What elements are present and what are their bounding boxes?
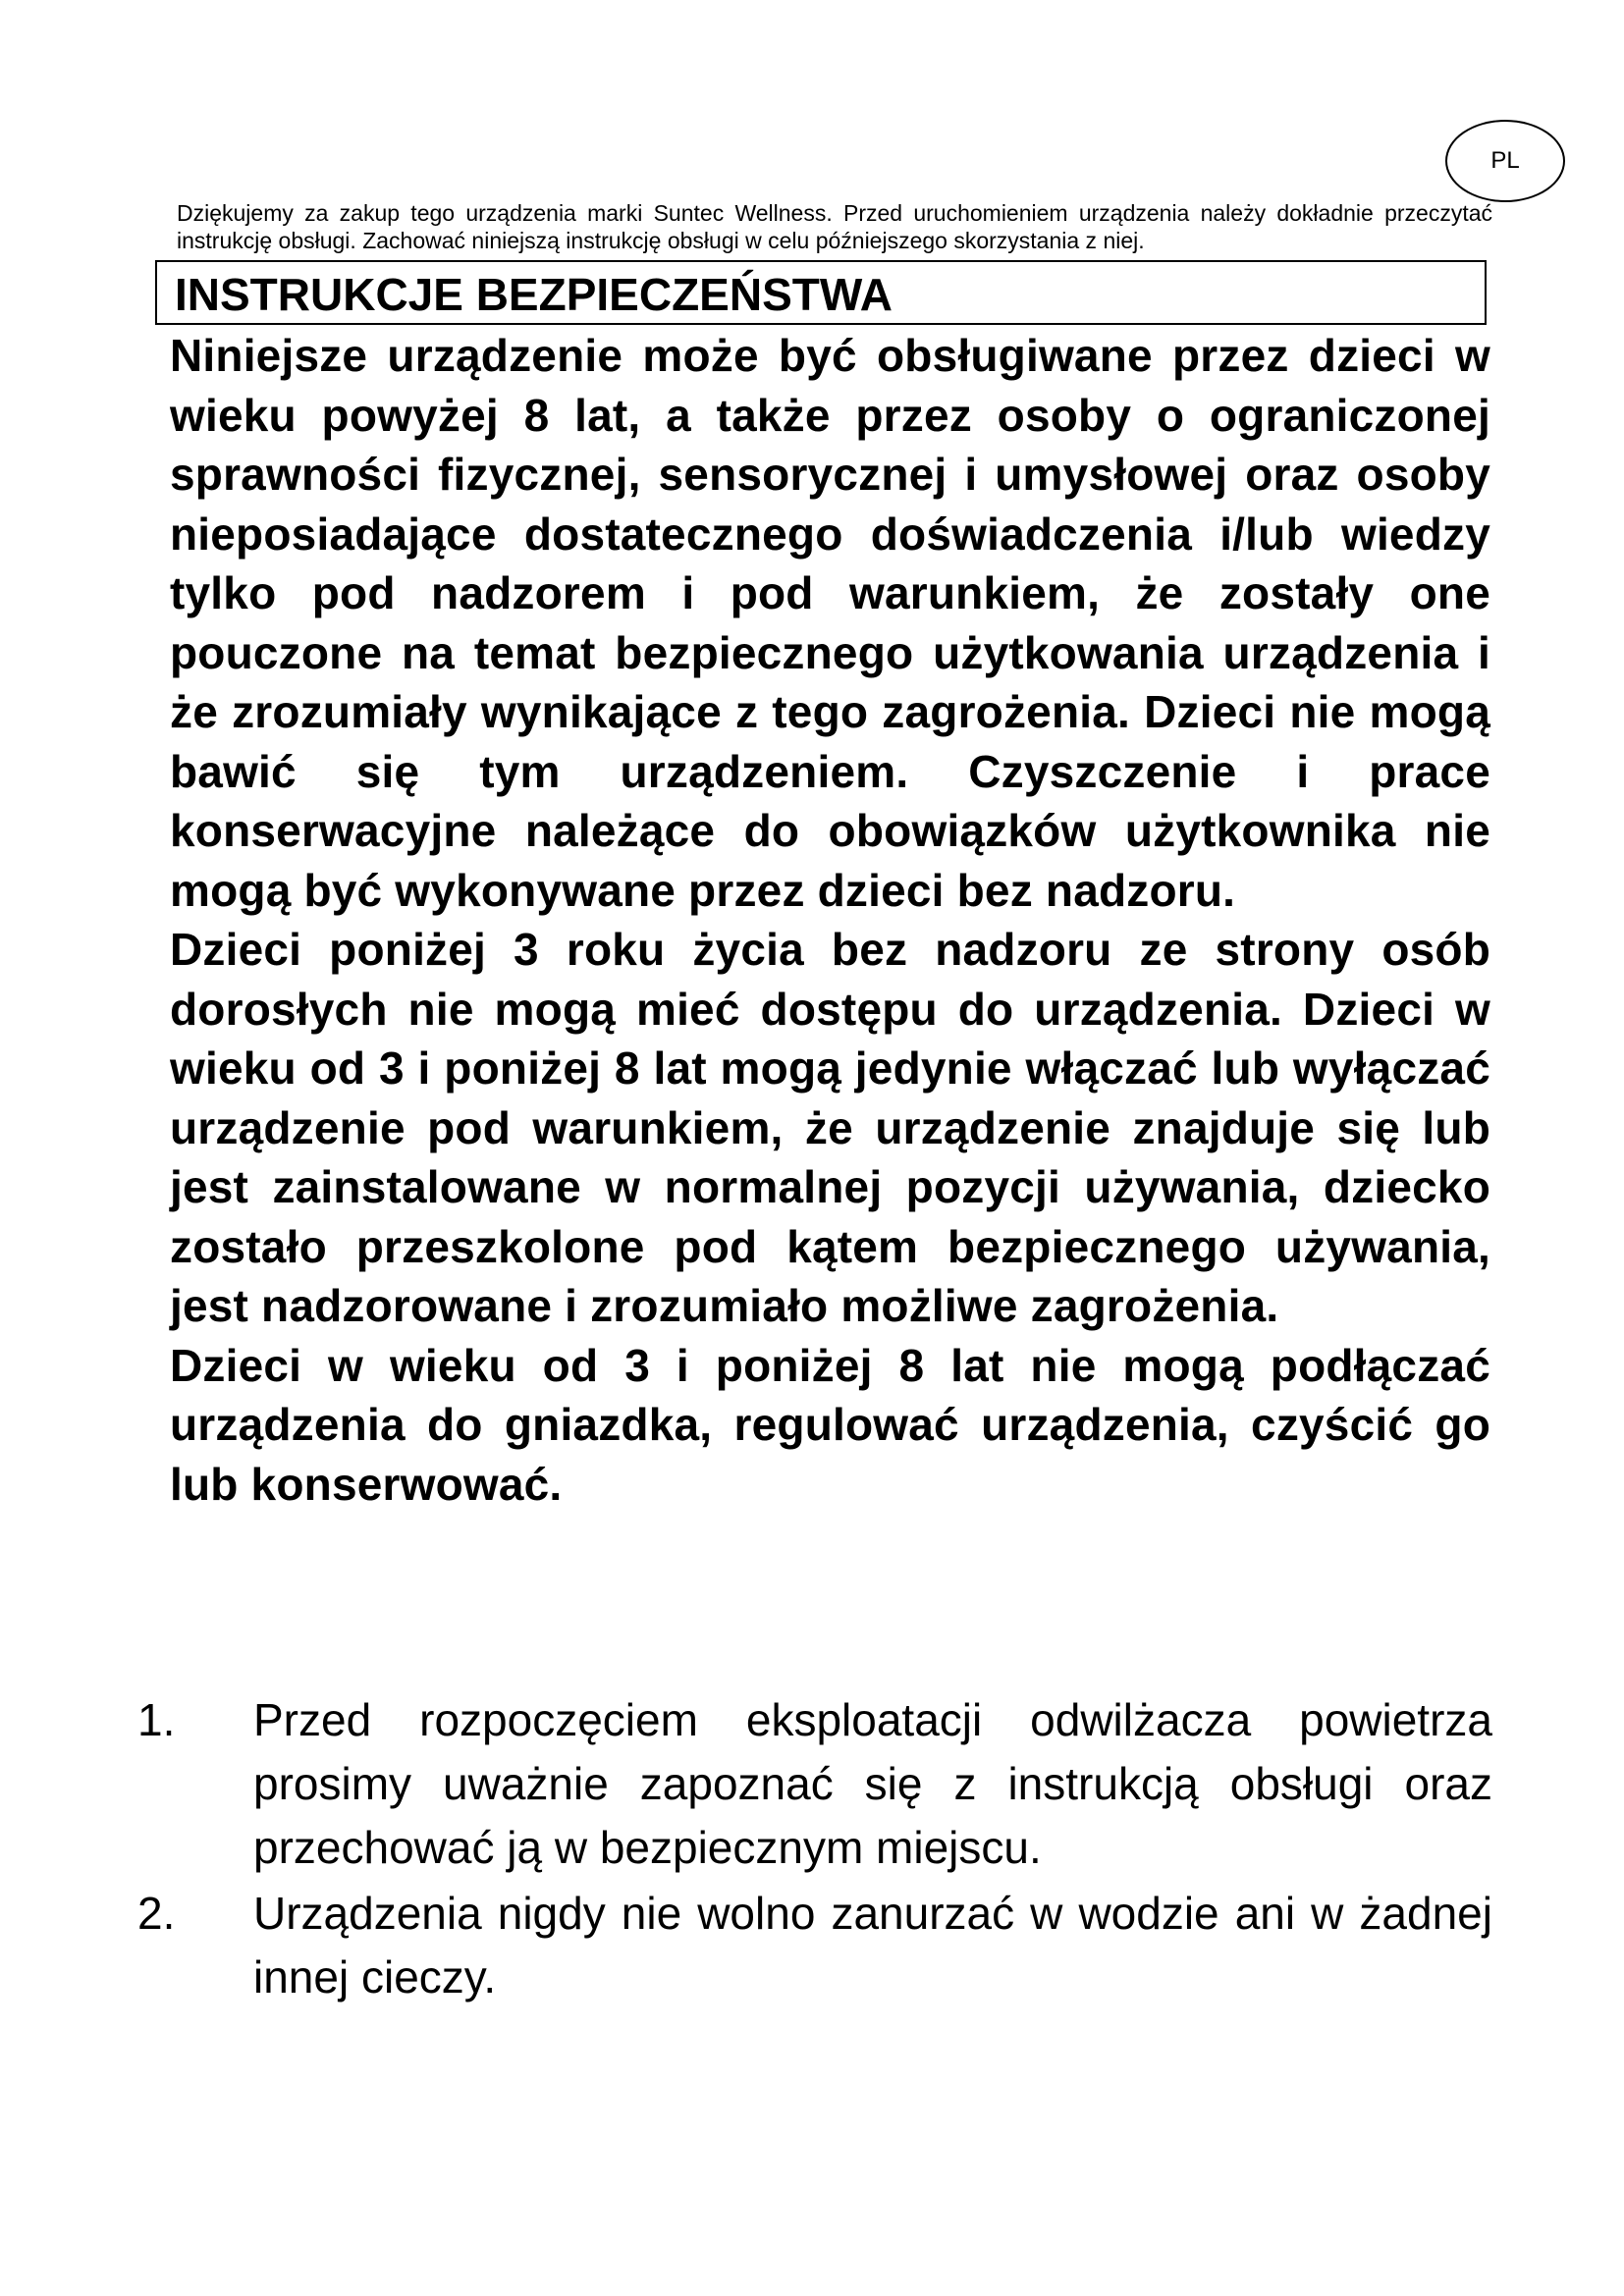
list-item-text: Urządzenia nigdy nie wolno zanurzać w wodzie ani w żadnej innej cieczy. xyxy=(253,1888,1492,2002)
warning-paragraph-3: Dzieci w wieku od 3 i poniżej 8 lat nie mogą podłączać urządzenia do gniazdka, regulować urządzenia, czyścić go lub konserwować. xyxy=(170,1339,1490,1510)
list-item-number: 2. xyxy=(137,1888,176,1939)
list-item xyxy=(137,1882,1492,2009)
language-badge xyxy=(1445,120,1565,202)
safety-warning xyxy=(170,326,1490,1514)
list-item-number: 1. xyxy=(137,1694,176,1745)
list-item xyxy=(137,1688,1492,1880)
heading-box xyxy=(155,260,1487,325)
section-heading: INSTRUKCJE BEZPIECZEŃSTWA xyxy=(175,269,893,320)
warning-paragraph-2: Dzieci poniżej 3 roku życia bez nadzoru ze strony osób dorosłych nie mogą mieć dostępu do urządzenia. Dzieci w wieku od 3 i poniżej 8 lat mogą jedynie włączać lub wyłączać urządzenie pod warunkiem, że urządzenie znajduje się lub jest zainstalowane w normalnej pozycji używania, dziecko zostało przeszkolone pod kątem bezpiecznego używania, jest nadzorowane i zrozumiało możliwe zagrożenia. xyxy=(170,924,1490,1331)
instruction-list xyxy=(137,1688,1492,2011)
intro-text: Dziękujemy za zakup tego urządzenia marki Suntec Wellness. Przed uruchomieniem urządzenia należy dokładnie przeczytać instrukcję obsługi. Zachować niniejszą instrukcję obsługi w celu późniejszego skorzystania z niej. xyxy=(177,200,1492,253)
list-item-text: Przed rozpoczęciem eksploatacji odwilżacza powietrza prosimy uważnie zapoznać się z instrukcją obsługi oraz przechować ją w bezpiecznym miejscu. xyxy=(253,1694,1492,1873)
warning-paragraph-1: Niniejsze urządzenie może być obsługiwane przez dzieci w wieku powyżej 8 lat, a także przez osoby o ograniczonej sprawności fizycznej, sensorycznej i umysłowej oraz osoby nieposiadające dostatecznego doświadczenia i/lub wiedzy tylko pod nadzorem i pod warunkiem, że zostały one pouczone na temat bezpiecznego użytkowania urządzenia i że zrozumiały wynikające z tego zagrożenia. Dzieci nie mogą bawić się tym urządzeniem. Czyszczenie i prace konserwacyjne należące do obowiązków użytkownika nie mogą być wykonywane przez dzieci bez nadzoru. xyxy=(170,330,1490,916)
language-code: PL xyxy=(1490,147,1520,174)
